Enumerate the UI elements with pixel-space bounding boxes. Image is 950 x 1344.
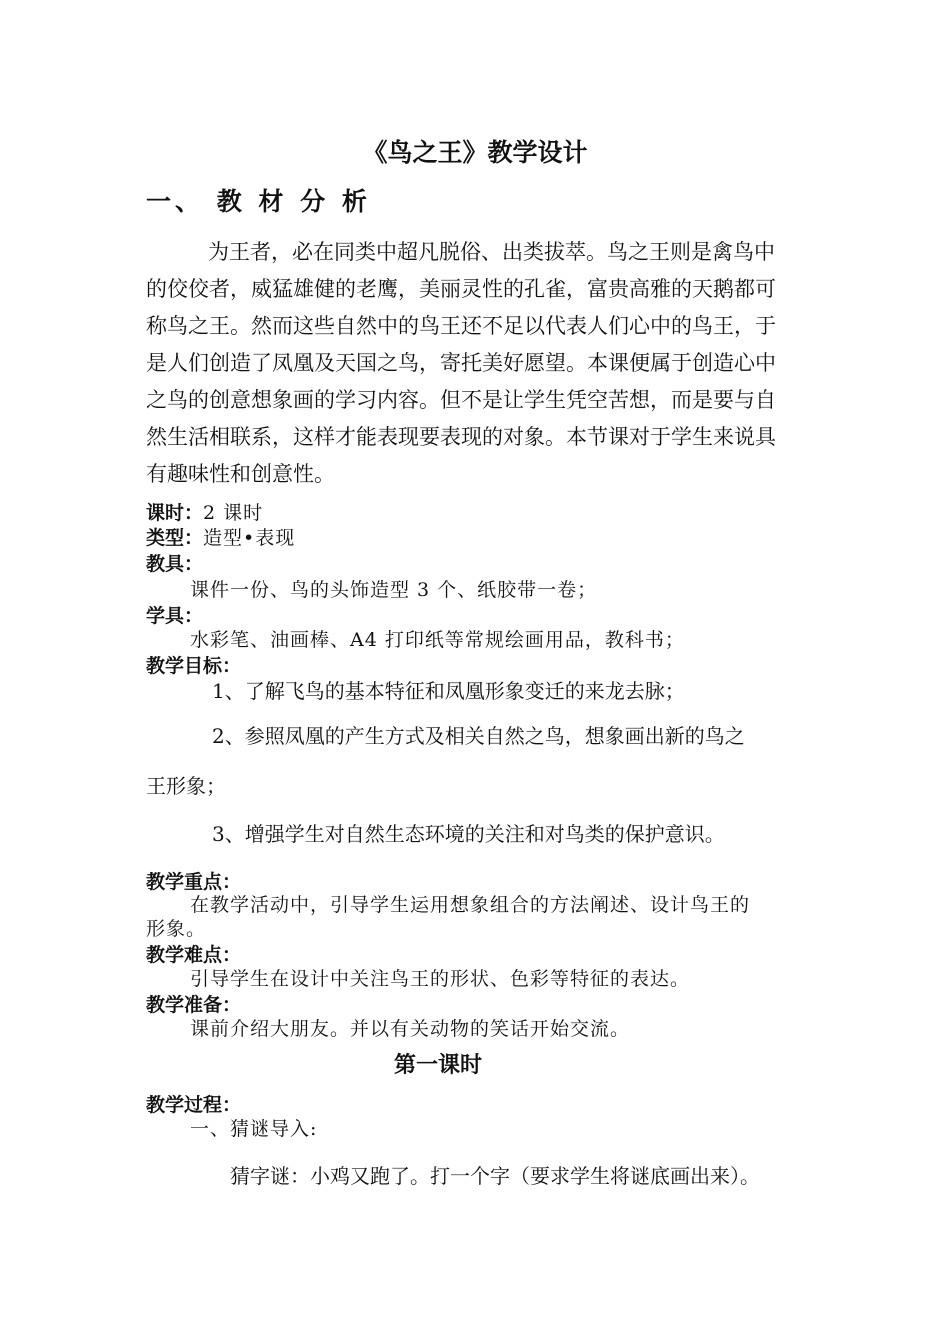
objective-item-2-line-2: 王形象；	[146, 774, 226, 798]
type-row	[146, 523, 295, 550]
process-label: 教学过程：	[146, 1094, 242, 1116]
riddle-text: 猜字谜：小鸡又跑了。打一个字（要求学生将谜底画出来）。	[230, 1164, 760, 1188]
class-hours-label: 课时：	[146, 502, 204, 524]
key-points-line-2: 形象。	[146, 918, 207, 940]
paragraph-line: 然生活相联系，这样才能表现要表现的对象。本节课对于学生来说具	[146, 425, 776, 449]
learning-tools-label: 学具：	[146, 605, 204, 627]
class-hours-row	[146, 498, 263, 525]
section-heading-material-analysis: 一、 教 材 分 析	[146, 187, 371, 216]
material-analysis-paragraph	[146, 234, 811, 493]
objective-item-3: 3、增强学生对自然生态环境的关注和对鸟类的保护意识。	[212, 822, 725, 846]
objectives-label: 教学目标：	[146, 655, 242, 677]
type-value: 造型•表现	[203, 527, 296, 549]
difficulties-value: 引导学生在设计中关注鸟王的形状、色彩等特征的表达。	[190, 968, 691, 990]
class-hours-value: 2 课时	[203, 502, 264, 524]
lesson-heading: 第一课时	[393, 1053, 482, 1078]
key-points-label: 教学重点：	[146, 871, 242, 893]
difficulties-label: 教学难点：	[146, 944, 242, 966]
teaching-tools-label: 教具：	[146, 553, 204, 575]
type-label: 类型：	[146, 527, 204, 549]
key-points-line-1: 在教学活动中，引导学生运用想象组合的方法阐述、设计鸟王的	[190, 894, 751, 916]
paragraph-line: 的佼佼者，威猛雄健的老鹰，美丽灵性的孔雀，富贵高雅的天鹅都可	[146, 277, 776, 301]
preparation-value: 课前介绍大朋友。并以有关动物的笑话开始交流。	[190, 1018, 631, 1040]
learning-tools-value: 水彩笔、油画棒、A4 打印纸等常规绘画用品，教科书；	[190, 629, 685, 651]
paragraph-line: 是人们创造了凤凰及天国之鸟，寄托美好愿望。本课便属于创造心中	[146, 351, 776, 375]
objective-item-2-line-1: 2、参照凤凰的产生方式及相关自然之鸟，想象画出新的鸟之	[212, 724, 745, 748]
teaching-tools-value: 课件一份、鸟的头饰造型 3 个、纸胶带一卷；	[190, 579, 598, 601]
process-step-1: 一、猜谜导入:	[190, 1118, 318, 1140]
objective-item-1: 1、了解飞鸟的基本特征和凤凰形象变迁的来龙去脉；	[212, 679, 685, 703]
preparation-label: 教学准备：	[146, 994, 242, 1016]
paragraph-line: 为王者，必在同类中超凡脱俗、出类拔萃。鸟之王则是禽鸟中	[208, 240, 775, 264]
paragraph-line: 之鸟的创意想象画的学习内容。但不是让学生凭空苦想，而是要与自	[146, 388, 776, 412]
document-title: 《鸟之王》教学设计	[362, 138, 588, 167]
paragraph-line: 称鸟之王。然而这些自然中的鸟王还不足以代表人们心中的鸟王，于	[146, 314, 776, 338]
paragraph-line: 有趣味性和创意性。	[146, 462, 335, 486]
